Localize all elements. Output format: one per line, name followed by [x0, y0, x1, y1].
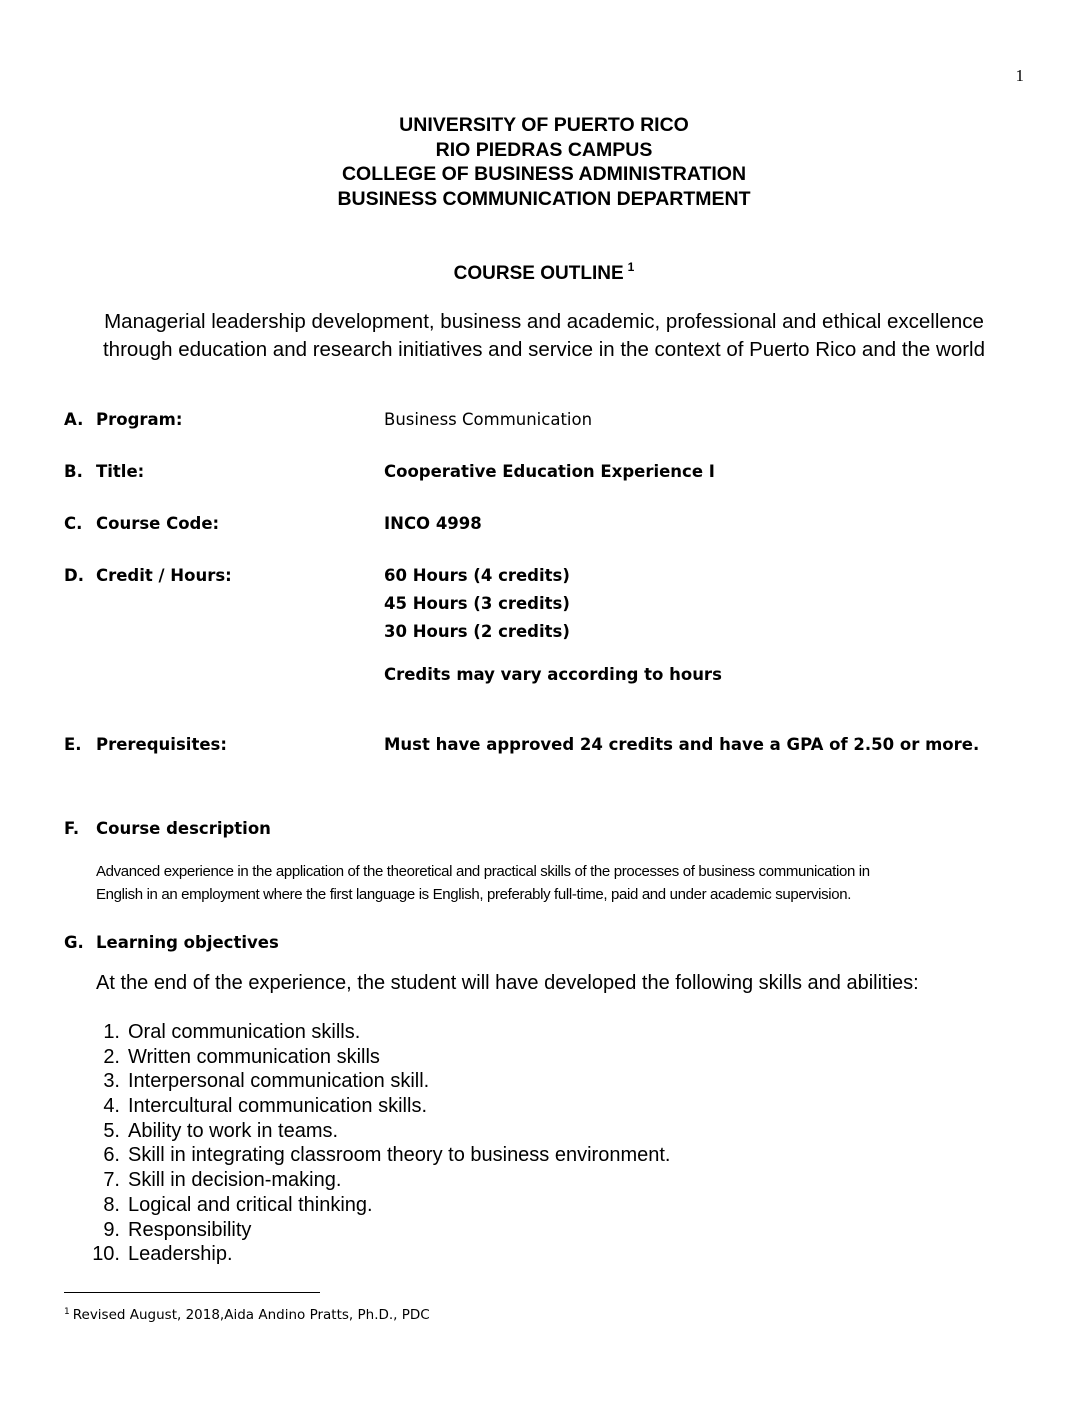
field-letter: E.: [64, 735, 82, 754]
university-name: UNIVERSITY OF PUERTO RICO: [399, 114, 689, 136]
page-number: 1: [1015, 66, 1024, 85]
mission-line-2: through education and research initiatives and service in the context of Puerto Rico and the world: [102, 338, 986, 361]
field-letter: B.: [64, 462, 83, 481]
mission-statement: [60, 308, 1028, 364]
department-name: BUSINESS COMMUNICATION DEPARTMENT: [337, 187, 751, 210]
course-description-text: [96, 860, 996, 906]
footnote-marker: 1: [64, 1307, 70, 1317]
field-letter: A.: [64, 410, 84, 429]
section-title: Course description: [96, 819, 271, 838]
item-text: Leadership.: [128, 1243, 233, 1266]
field-label: Title:: [96, 462, 145, 481]
item-number: 7.: [103, 1169, 120, 1192]
item-text: Skill in decision-making.: [128, 1169, 342, 1192]
mission-line-1: Managerial leadership development, business and academic, professional and ethical excellence: [104, 310, 984, 333]
campus-name: RIO PIEDRAS CAMPUS: [435, 138, 653, 161]
field-label: Program:: [96, 410, 183, 429]
section-title: Learning objectives: [96, 933, 279, 952]
field-label: Prerequisites:: [96, 735, 227, 754]
description-line-2: English in an employment where the first language is English, preferably full-time, paid and under academic supervision.: [96, 886, 852, 903]
item-text: Ability to work in teams.: [128, 1119, 339, 1142]
footnote-divider: [64, 1292, 320, 1293]
item-text: Interpersonal communication skill.: [128, 1070, 430, 1093]
prerequisites-value: Must have approved 24 credits and have a GPA of 2.50 or more.: [384, 735, 980, 754]
item-text: Intercultural communication skills.: [128, 1095, 427, 1118]
footnote-text: Revised August, 2018,Aida Andino Pratts, Ph.D., PDC: [72, 1307, 430, 1323]
credit-option: 45 Hours (3 credits): [384, 594, 570, 613]
field-letter: D.: [64, 566, 84, 585]
credit-option: 60 Hours (4 credits): [384, 566, 570, 585]
item-number: 8.: [103, 1193, 120, 1216]
item-text: Skill in integrating classroom theory to business environment.: [128, 1144, 671, 1167]
field-label: Course Code:: [96, 514, 220, 533]
document-header: [0, 113, 1088, 211]
title-value: Cooperative Education Experience I: [384, 462, 715, 481]
item-number: 6.: [103, 1144, 120, 1167]
description-line-1: Advanced experience in the application of the theoretical and practical skills of the processes of business communication in: [96, 863, 870, 880]
field-letter: C.: [64, 514, 83, 533]
section-letter: G.: [64, 933, 84, 952]
page-title: [0, 260, 1088, 285]
course-code-value: INCO 4998: [384, 514, 482, 533]
item-number: 2.: [103, 1045, 120, 1068]
credit-note: Credits may vary according to hours: [384, 665, 722, 684]
item-text: Responsibility: [128, 1218, 252, 1241]
item-number: 3.: [103, 1070, 120, 1093]
footnote-reference: 1: [627, 260, 635, 274]
objectives-intro: At the end of the experience, the student will have developed the following skills and abilities:: [96, 972, 919, 994]
field-label: Credit / Hours:: [96, 566, 232, 585]
credit-option: 30 Hours (2 credits): [384, 622, 570, 641]
credit-hours-list: [384, 566, 570, 650]
item-text: Written communication skills: [128, 1045, 380, 1068]
outline-title-text: COURSE OUTLINE: [453, 263, 624, 284]
item-number: 1.: [103, 1021, 120, 1043]
item-number: 4.: [103, 1095, 120, 1118]
program-value: Business Communication: [384, 410, 593, 429]
footnote: [64, 1307, 430, 1323]
item-text: Logical and critical thinking.: [128, 1193, 373, 1216]
college-name: COLLEGE OF BUSINESS ADMINISTRATION: [341, 163, 747, 185]
section-letter: F.: [64, 819, 80, 838]
item-number: 10.: [92, 1243, 120, 1266]
item-number: 9.: [103, 1218, 120, 1241]
item-number: 5.: [103, 1119, 120, 1142]
item-text: Oral communication skills.: [128, 1021, 361, 1043]
